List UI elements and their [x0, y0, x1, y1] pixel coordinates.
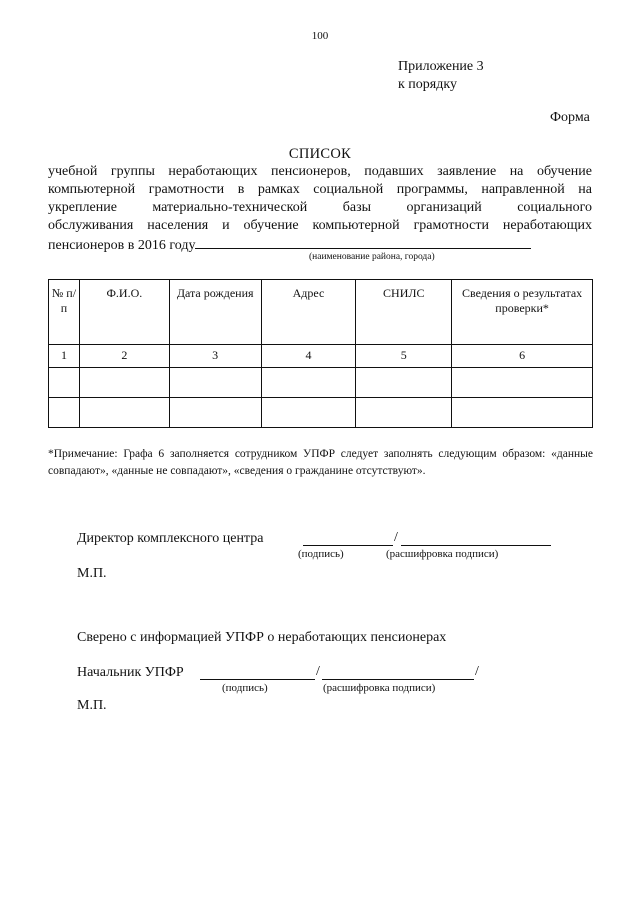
upfr-sign-caption: (подпись) [222, 682, 268, 694]
intro-line-2: компьютерной грамотности в рамках социальной программы, направленной на [48, 182, 592, 197]
table-cell[interactable] [261, 368, 356, 398]
column-number-cell: 6 [452, 345, 593, 368]
column-number-cell: 3 [169, 345, 261, 368]
director-signature-line[interactable] [303, 545, 393, 546]
annex-line-2: к порядку [398, 77, 457, 92]
district-hint: (наименование района, города) [309, 252, 435, 262]
upfr-slash: / [316, 664, 320, 679]
table-row [49, 398, 593, 428]
table-cell[interactable] [79, 398, 169, 428]
director-slash: / [394, 530, 398, 545]
upfr-closing-slash: / [475, 664, 479, 679]
table-cell[interactable] [169, 398, 261, 428]
page-number: 100 [311, 30, 329, 42]
table-cell[interactable] [261, 398, 356, 428]
table-cell[interactable] [356, 398, 452, 428]
intro-line-5 [48, 235, 592, 253]
intro-line-5-text: пенсионеров в 2016 году [48, 238, 196, 253]
intro-paragraph [48, 163, 592, 253]
table-cell[interactable] [49, 398, 80, 428]
column-number-cell: 4 [261, 345, 356, 368]
table-cell[interactable] [79, 368, 169, 398]
footnote: *Примечание: Графа 6 заполняется сотрудником УПФР следует заполнять следующим образом: «данные совпадают», «данные не совпадают», «сведения о гражданине отсутствуют». [48, 448, 593, 477]
header-cell-fio: Ф.И.О. [79, 280, 169, 345]
document-title: СПИСОК [288, 146, 352, 162]
upfr-signature-line[interactable] [200, 679, 315, 680]
district-blank-line[interactable] [195, 235, 531, 249]
column-number-cell: 5 [356, 345, 452, 368]
annex-reference [398, 58, 484, 94]
director-decode-line[interactable] [401, 545, 551, 546]
table-column-numbers-row [49, 345, 593, 368]
header-cell-birthdate: Дата рождения [169, 280, 261, 345]
header-cell-snils: СНИЛС [356, 280, 452, 345]
header-cell-address: Адрес [261, 280, 356, 345]
group-table [48, 279, 593, 428]
director-sign-caption: (подпись) [298, 548, 344, 560]
upfr-decode-caption: (расшифровка подписи) [323, 682, 436, 694]
table-header-row [49, 280, 593, 345]
verified-statement: Сверено с информацией УПФР о неработающих пенсионерах [77, 630, 447, 645]
intro-line-3: укрепление материально-технической базы организаций социального [48, 200, 592, 215]
column-number-cell: 1 [49, 345, 80, 368]
upfr-head-label: Начальник УПФР [77, 665, 184, 680]
annex-line-1: Приложение 3 [398, 59, 484, 74]
form-label: Форма [550, 110, 590, 125]
table-cell[interactable] [49, 368, 80, 398]
table-cell[interactable] [452, 398, 593, 428]
table-cell[interactable] [169, 368, 261, 398]
director-stamp-place: М.П. [77, 566, 107, 581]
director-label: Директор комплексного центра [77, 531, 264, 546]
header-cell-number: № п/п [49, 280, 80, 345]
table-cell[interactable] [452, 368, 593, 398]
table-cell[interactable] [356, 368, 452, 398]
intro-line-1: учебной группы неработающих пенсионеров, подавших заявление на обучение [48, 164, 592, 179]
upfr-stamp-place: М.П. [77, 698, 107, 713]
director-decode-caption: (расшифровка подписи) [386, 548, 499, 560]
upfr-decode-line[interactable] [322, 679, 474, 680]
header-cell-check-results: Сведения о результатах проверки* [452, 280, 593, 345]
intro-line-4: обслуживания населения и обучение компьютерной грамотности неработающих [48, 218, 592, 233]
table-row [49, 368, 593, 398]
column-number-cell: 2 [79, 345, 169, 368]
